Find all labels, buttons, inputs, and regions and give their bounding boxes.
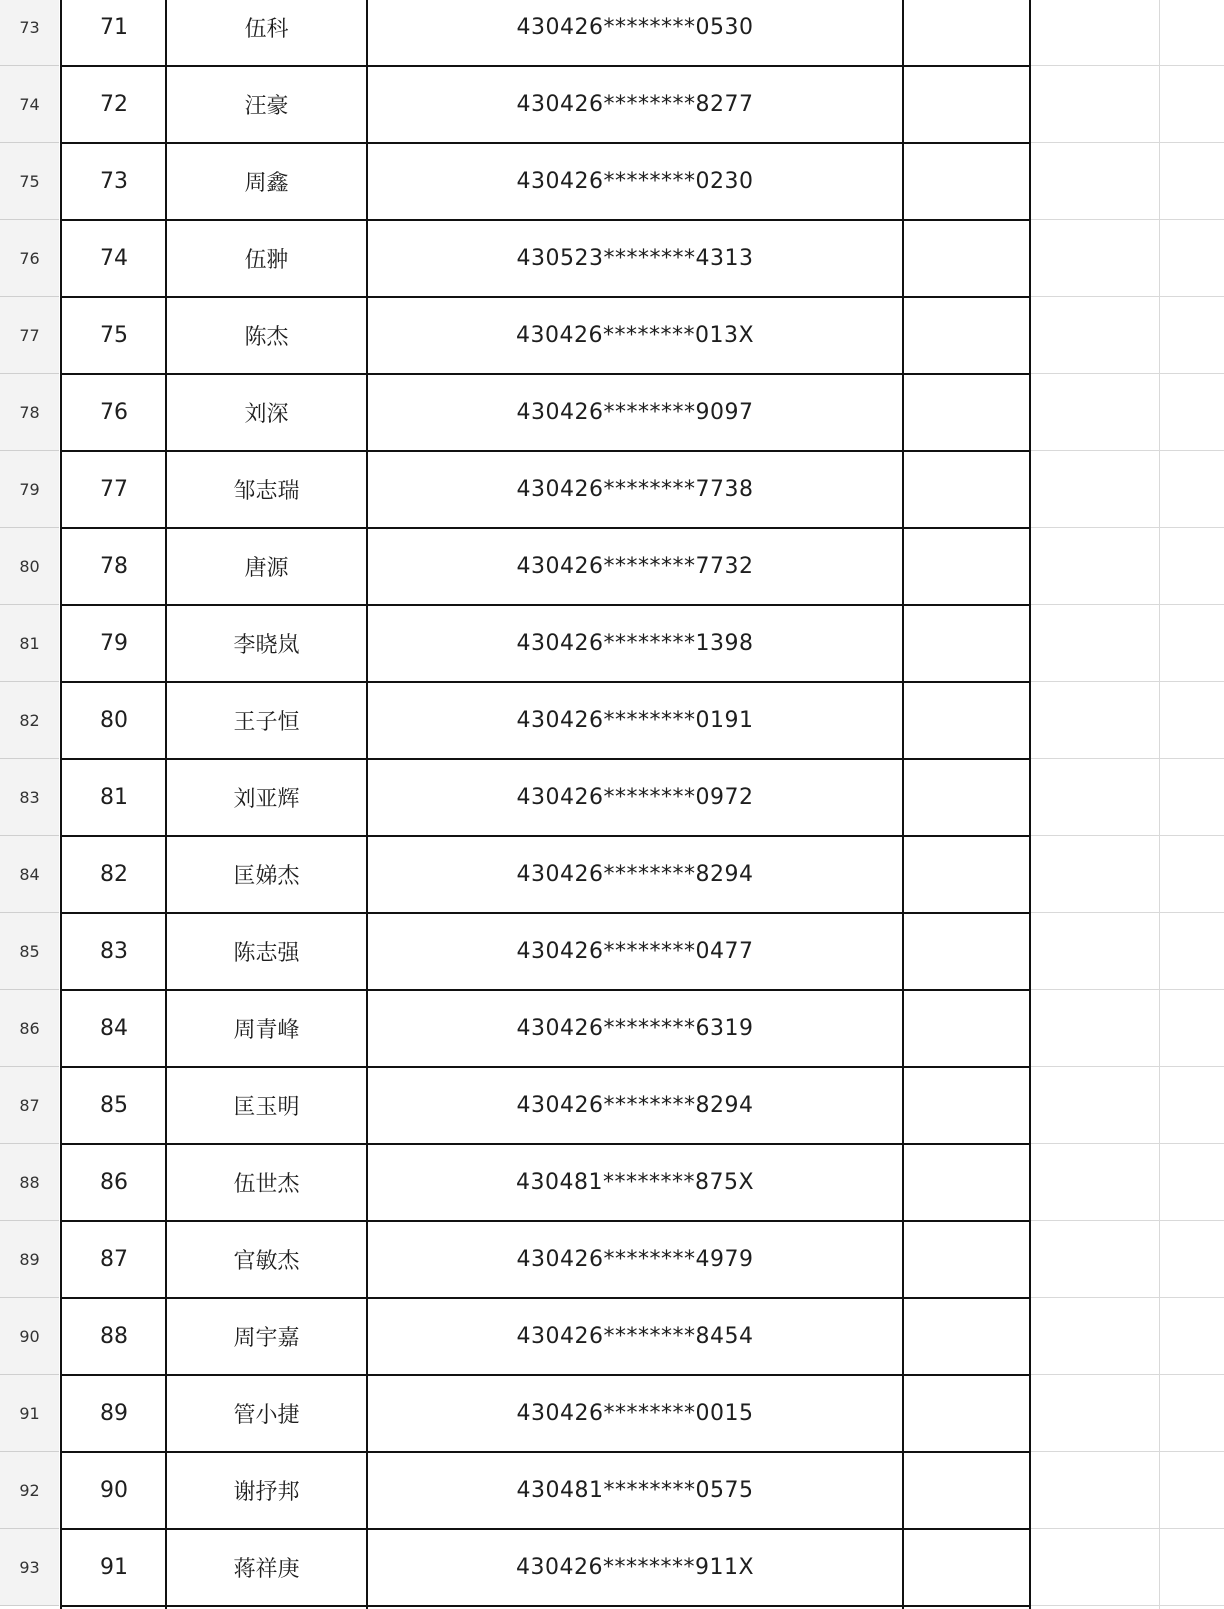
cell-note[interactable] <box>903 1529 1030 1606</box>
table-row <box>0 66 1224 143</box>
cell-seq[interactable]: 88 <box>100 1324 128 1349</box>
cell-note[interactable] <box>903 143 1030 220</box>
cell-name[interactable]: 陈志强 <box>233 941 300 966</box>
table-row <box>0 759 1224 836</box>
row-header[interactable]: 76 <box>0 220 59 297</box>
row-header[interactable]: 81 <box>0 605 59 682</box>
cell-name[interactable]: 匡玉明 <box>233 1095 300 1120</box>
cell-note[interactable] <box>903 1375 1030 1452</box>
cell-empty[interactable] <box>1030 528 1160 605</box>
table-row <box>0 220 1224 297</box>
cell-seq[interactable]: 75 <box>100 323 128 348</box>
cell-id-number[interactable]: 430426********4979 <box>516 1247 754 1272</box>
table-row <box>0 1067 1224 1144</box>
cell-empty[interactable] <box>1160 913 1224 990</box>
table-row <box>0 1529 1224 1606</box>
cell-empty[interactable] <box>1030 220 1160 297</box>
cell-empty[interactable] <box>1160 66 1224 143</box>
cell-empty[interactable] <box>1030 1221 1160 1298</box>
cell-seq[interactable]: 71 <box>100 15 128 40</box>
cell-name[interactable]: 谢抒邦 <box>233 1480 300 1505</box>
table-row <box>0 1144 1224 1221</box>
cell-empty[interactable] <box>1160 990 1224 1067</box>
row-header[interactable]: 83 <box>0 759 59 836</box>
cell-empty[interactable] <box>1160 1529 1224 1606</box>
cell-name[interactable]: 陈杰 <box>244 325 289 350</box>
cell-empty[interactable] <box>1030 66 1160 143</box>
table-row <box>0 605 1224 682</box>
cell-id-number[interactable]: 430426********8277 <box>516 92 754 117</box>
cell-note[interactable] <box>903 1144 1030 1221</box>
cell-empty[interactable] <box>1160 451 1224 528</box>
row-header[interactable]: 80 <box>0 528 59 605</box>
cell-note[interactable] <box>903 451 1030 528</box>
cell-seq[interactable]: 87 <box>100 1247 128 1272</box>
cell-seq[interactable]: 85 <box>100 1093 128 1118</box>
cell-empty[interactable] <box>1030 451 1160 528</box>
cell-name[interactable]: 管小捷 <box>233 1403 300 1428</box>
cell-seq[interactable]: 84 <box>100 1016 128 1041</box>
cell-seq[interactable]: 83 <box>100 939 128 964</box>
cell-note[interactable] <box>903 220 1030 297</box>
cell-empty[interactable] <box>1160 220 1224 297</box>
table-row <box>0 528 1224 605</box>
cell-empty[interactable] <box>1030 374 1160 451</box>
cell-id-number[interactable]: 430426********8294 <box>516 862 754 887</box>
table-row <box>0 1221 1224 1298</box>
cell-name[interactable]: 王子恒 <box>233 710 300 735</box>
cell-empty[interactable] <box>1030 913 1160 990</box>
column-border <box>902 0 904 1609</box>
cell-seq[interactable]: 73 <box>100 169 128 194</box>
cell-empty[interactable] <box>1030 1144 1160 1221</box>
cell-id-number[interactable]: 430426********911X <box>515 1555 755 1580</box>
column-border <box>60 0 62 1609</box>
cell-id-number[interactable]: 430426********0191 <box>516 708 754 733</box>
cell-empty[interactable] <box>1160 682 1224 759</box>
cell-empty[interactable] <box>1160 297 1224 374</box>
cell-name[interactable]: 周青峰 <box>233 1018 300 1043</box>
cell-name[interactable]: 李晓岚 <box>233 633 300 658</box>
cell-note[interactable] <box>903 759 1030 836</box>
table-row <box>0 143 1224 220</box>
cell-seq[interactable]: 74 <box>100 246 128 271</box>
cell-empty[interactable] <box>1160 1144 1224 1221</box>
cell-note[interactable] <box>903 1221 1030 1298</box>
cell-name[interactable]: 匡娣杰 <box>233 864 300 889</box>
cell-seq[interactable]: 80 <box>100 708 128 733</box>
cell-empty[interactable] <box>1030 990 1160 1067</box>
cell-name[interactable]: 伍科 <box>244 17 289 42</box>
table-row <box>0 1298 1224 1375</box>
column-border <box>1029 0 1031 1609</box>
cell-id-number[interactable]: 430426********0015 <box>516 1401 754 1426</box>
cell-id-number[interactable]: 430481********0575 <box>516 1478 754 1503</box>
cell-empty[interactable] <box>1160 374 1224 451</box>
cell-empty[interactable] <box>1030 297 1160 374</box>
row-header[interactable]: 86 <box>0 990 59 1067</box>
cell-empty[interactable] <box>1160 759 1224 836</box>
cell-id-number[interactable]: 430426********0230 <box>516 169 754 194</box>
cell-seq[interactable]: 89 <box>100 1401 128 1426</box>
cell-seq[interactable]: 77 <box>100 477 128 502</box>
cell-empty[interactable] <box>1160 1067 1224 1144</box>
cell-seq[interactable]: 90 <box>100 1478 128 1503</box>
cell-note[interactable] <box>903 374 1030 451</box>
cell-name[interactable]: 伍翀 <box>244 248 289 273</box>
row-header[interactable]: 87 <box>0 1067 59 1144</box>
table-row <box>0 682 1224 759</box>
cell-note[interactable] <box>903 0 1030 66</box>
cell-name[interactable]: 周宇嘉 <box>233 1326 300 1351</box>
cell-empty[interactable] <box>1160 1375 1224 1452</box>
cell-name[interactable]: 伍世杰 <box>233 1172 300 1197</box>
cell-name[interactable]: 周鑫 <box>244 171 289 196</box>
cell-name[interactable]: 官敏杰 <box>233 1249 300 1274</box>
cell-name[interactable]: 唐源 <box>244 556 289 581</box>
row-header[interactable]: 82 <box>0 682 59 759</box>
cell-note[interactable] <box>903 66 1030 143</box>
cell-id-number[interactable]: 430481********875X <box>515 1170 755 1195</box>
cell-empty[interactable] <box>1030 836 1160 913</box>
cell-seq[interactable]: 81 <box>100 785 128 810</box>
cell-id-number[interactable]: 430426********7732 <box>516 554 754 579</box>
row-header[interactable]: 88 <box>0 1144 59 1221</box>
cell-empty[interactable] <box>1030 1452 1160 1529</box>
cell-id-number[interactable]: 430426********013X <box>515 323 755 348</box>
cell-id-number[interactable]: 430426********8454 <box>516 1324 754 1349</box>
cell-id-number[interactable]: 430426********7738 <box>516 477 754 502</box>
cell-id-number[interactable]: 430426********8294 <box>516 1093 754 1118</box>
cell-empty[interactable] <box>1030 1529 1160 1606</box>
cell-seq[interactable]: 91 <box>100 1555 128 1580</box>
cell-empty[interactable] <box>1160 1221 1224 1298</box>
cell-id-number[interactable]: 430523********4313 <box>516 246 754 271</box>
row-header[interactable]: 79 <box>0 451 59 528</box>
row-header[interactable]: 84 <box>0 836 59 913</box>
table-row <box>0 913 1224 990</box>
row-header[interactable]: 92 <box>0 1452 59 1529</box>
table-row <box>0 297 1224 374</box>
cell-empty[interactable] <box>1160 605 1224 682</box>
column-border <box>366 0 368 1609</box>
cell-note[interactable] <box>903 297 1030 374</box>
table-row <box>0 0 1224 66</box>
cell-note[interactable] <box>903 528 1030 605</box>
row-header[interactable]: 90 <box>0 1298 59 1375</box>
cell-note[interactable] <box>903 836 1030 913</box>
cell-id-number[interactable]: 430426********9097 <box>516 400 754 425</box>
table-row <box>0 374 1224 451</box>
cell-empty[interactable] <box>1160 1298 1224 1375</box>
cell-seq[interactable]: 86 <box>100 1170 128 1195</box>
column-border <box>165 0 167 1609</box>
cell-empty[interactable] <box>1160 0 1224 66</box>
cell-note[interactable] <box>903 682 1030 759</box>
row-header[interactable]: 78 <box>0 374 59 451</box>
cell-seq[interactable]: 72 <box>100 92 128 117</box>
cell-id-number[interactable]: 430426********6319 <box>516 1016 754 1041</box>
cell-id-number[interactable]: 430426********0477 <box>516 939 754 964</box>
table-row <box>0 990 1224 1067</box>
table-row <box>0 451 1224 528</box>
cell-name[interactable]: 邹志瑞 <box>233 479 300 504</box>
grid-line <box>1159 0 1160 1609</box>
cell-note[interactable] <box>903 913 1030 990</box>
cell-seq[interactable]: 82 <box>100 862 128 887</box>
cell-name[interactable]: 刘深 <box>244 402 289 427</box>
cell-note[interactable] <box>903 1298 1030 1375</box>
table-row <box>0 1375 1224 1452</box>
cell-note[interactable] <box>903 605 1030 682</box>
row-border <box>61 1605 1030 1607</box>
grid-line <box>1031 1605 1224 1606</box>
table-row <box>0 836 1224 913</box>
cell-empty[interactable] <box>1030 682 1160 759</box>
cell-note[interactable] <box>903 1452 1030 1529</box>
cell-id-number[interactable]: 430426********1398 <box>516 631 754 656</box>
cell-empty[interactable] <box>1160 1452 1224 1529</box>
cell-seq[interactable]: 79 <box>100 631 128 656</box>
cell-note[interactable] <box>903 990 1030 1067</box>
cell-name[interactable]: 汪豪 <box>244 94 289 119</box>
cell-empty[interactable] <box>1160 143 1224 220</box>
cell-empty[interactable] <box>1030 1067 1160 1144</box>
cell-empty[interactable] <box>1030 0 1160 66</box>
row-header[interactable]: 74 <box>0 66 59 143</box>
cell-empty[interactable] <box>1030 1298 1160 1375</box>
cell-empty[interactable] <box>1030 1375 1160 1452</box>
cell-empty[interactable] <box>1160 528 1224 605</box>
cell-note[interactable] <box>903 1067 1030 1144</box>
cell-seq[interactable]: 78 <box>100 554 128 579</box>
cell-name[interactable]: 刘亚辉 <box>233 787 300 812</box>
row-header[interactable]: 91 <box>0 1375 59 1452</box>
row-header[interactable]: 73 <box>0 0 59 66</box>
cell-empty[interactable] <box>1030 759 1160 836</box>
row-header[interactable]: 77 <box>0 297 59 374</box>
cell-seq[interactable]: 76 <box>100 400 128 425</box>
cell-empty[interactable] <box>1160 836 1224 913</box>
cell-id-number[interactable]: 430426********0530 <box>516 15 754 40</box>
cell-empty[interactable] <box>1030 143 1160 220</box>
row-header[interactable]: 93 <box>0 1529 59 1606</box>
row-header[interactable]: 75 <box>0 143 59 220</box>
row-header[interactable]: 85 <box>0 913 59 990</box>
cell-id-number[interactable]: 430426********0972 <box>516 785 754 810</box>
table-row <box>0 1452 1224 1529</box>
cell-empty[interactable] <box>1030 605 1160 682</box>
cell-name[interactable]: 蒋祥庚 <box>233 1557 300 1582</box>
row-header[interactable]: 89 <box>0 1221 59 1298</box>
